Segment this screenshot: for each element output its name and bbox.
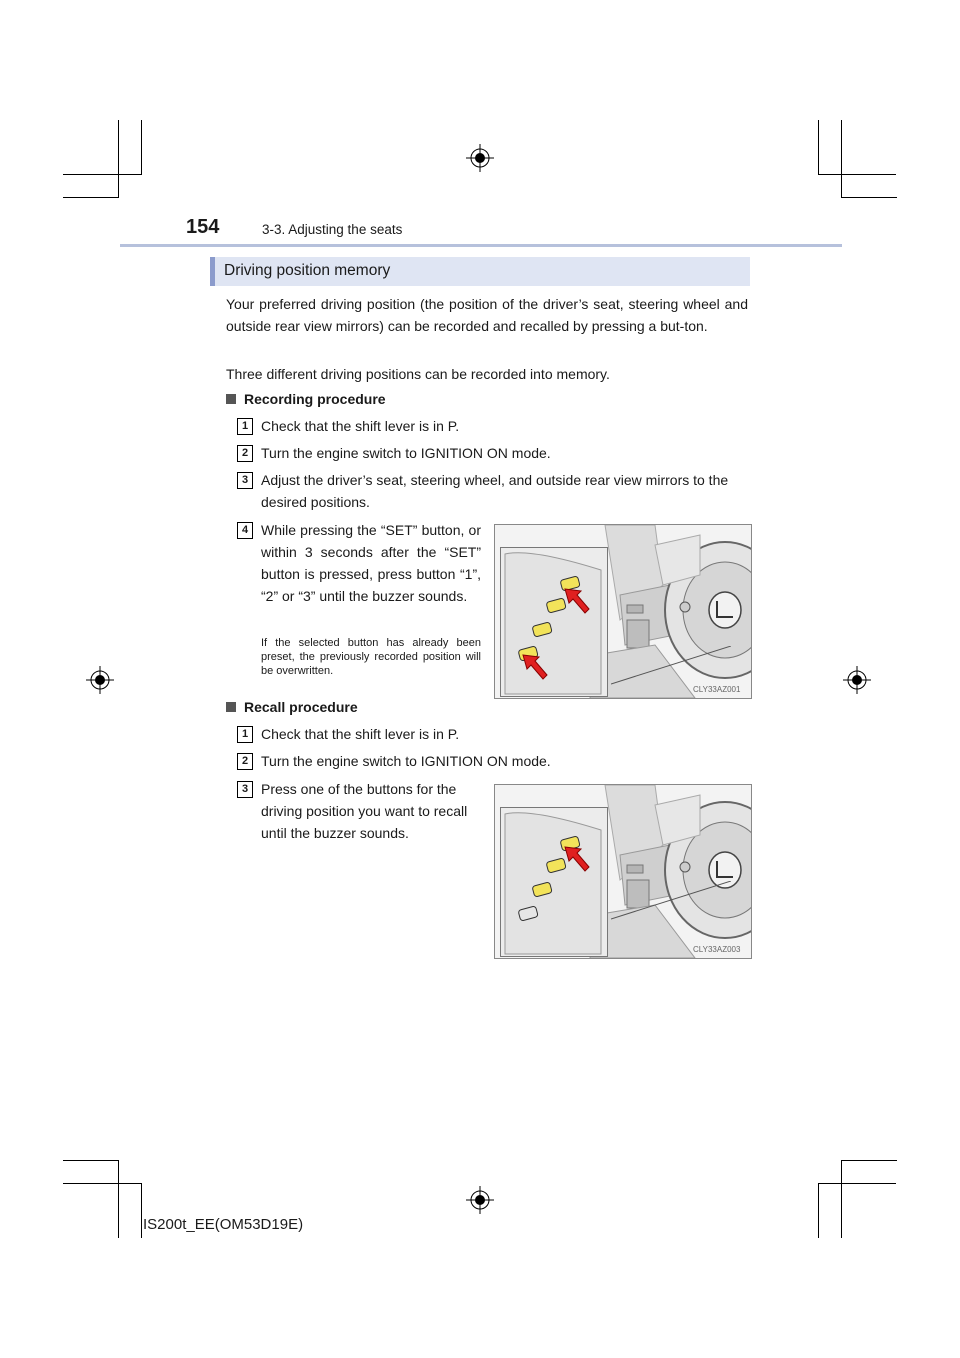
- seat-memory-buttons-illustration: [501, 808, 607, 956]
- header-rule: [120, 244, 842, 247]
- seat-memory-buttons-illustration: [501, 548, 607, 696]
- square-bullet-icon: [226, 702, 236, 712]
- recall-heading-text: Recall procedure: [244, 699, 358, 715]
- intro-paragraph: Your preferred driving position (the position of the driver’s seat, steering wheel and outside rear view mirrors) can be recorded and recalled by pressing a but-ton.: [226, 296, 748, 334]
- recording-heading-text: Recording procedure: [244, 391, 386, 407]
- intro-paragraph: Three different driving positions can be recorded into memory.: [226, 366, 610, 382]
- step-number-badge: 3: [237, 781, 253, 798]
- square-bullet-icon: [226, 394, 236, 404]
- registration-mark-icon: [466, 1186, 494, 1214]
- step-number-badge: 1: [237, 418, 253, 435]
- red-arrow-icon: [561, 843, 591, 873]
- recall-step: Turn the engine switch to IGNITION ON mode.: [261, 753, 551, 769]
- registration-mark-icon: [86, 666, 114, 694]
- door-panel-inset: [500, 807, 608, 957]
- registration-mark-icon: [843, 666, 871, 694]
- red-arrow-icon: [561, 585, 591, 615]
- seat-memory-recall-illustration: [494, 784, 752, 959]
- topic-title: Driving position memory: [224, 262, 391, 279]
- registration-mark-icon: [466, 144, 494, 172]
- door-panel-inset: [500, 547, 608, 697]
- pointer-line: [611, 646, 731, 686]
- recording-step: Turn the engine switch to IGNITION ON mode.: [261, 445, 551, 461]
- recall-procedure-heading: [226, 699, 358, 715]
- step-number-badge: 2: [237, 445, 253, 462]
- recording-step: Adjust the driver’s seat, steering wheel, and outside rear view mirrors to the desired positions.: [261, 472, 729, 510]
- recall-step: Check that the shift lever is in P.: [261, 726, 460, 742]
- step-number-badge: 4: [237, 522, 253, 539]
- section-title: 3-3. Adjusting the seats: [262, 222, 403, 237]
- recall-step: Press one of the buttons for the driving position you want to recall until the buzzer sounds.: [261, 781, 468, 841]
- step-number-badge: 3: [237, 472, 253, 489]
- recording-step-note: If the selected button has already been preset, the previously recorded position will be overwritten.: [261, 637, 481, 677]
- page-number: 154: [186, 216, 220, 238]
- pointer-line: [611, 881, 731, 921]
- model-code-footer: IS200t_EE(OM53D19E): [143, 1216, 304, 1233]
- figure-code: CLY33AZ001: [693, 685, 741, 694]
- recording-procedure-heading: [226, 391, 386, 407]
- red-arrow-icon: [519, 651, 549, 681]
- recording-step: Check that the shift lever is in P.: [261, 418, 460, 434]
- seat-memory-set-illustration: [494, 524, 752, 699]
- topic-title-bar: [210, 257, 750, 286]
- figure-code: CLY33AZ003: [693, 945, 741, 954]
- step-number-badge: 1: [237, 726, 253, 743]
- step-number-badge: 2: [237, 753, 253, 770]
- recording-step: While pressing the “SET” button, or within 3 seconds after the “SET” button is pressed, press button “1”, “2” or “3” until the buzzer sounds.: [261, 522, 481, 604]
- title-bar-edge: [210, 257, 215, 286]
